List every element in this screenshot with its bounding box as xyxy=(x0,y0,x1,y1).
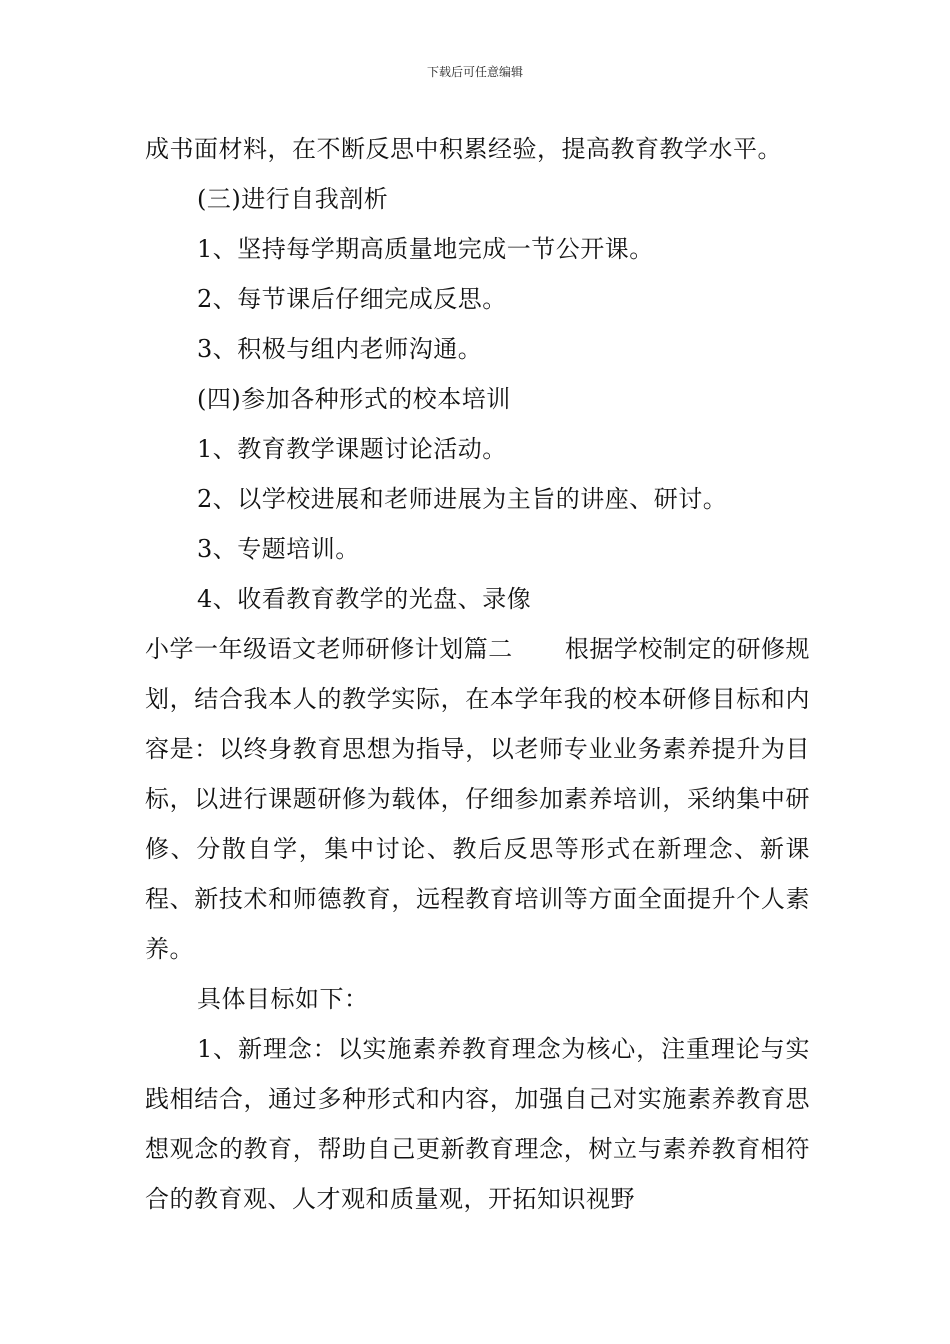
paragraph-continuation: 成书面材料，在不断反思中积累经验，提高教育教学水平。 xyxy=(145,135,782,163)
list-item: 4、收看教育教学的光盘、录像 xyxy=(197,585,532,613)
plan-body: 根据学校制定的研修规划，结合我本人的教学实际，在本学年我的校本研修目标和内容是：以终身教育思想为指导，以老师专业业务素养提升为目标，以进行课题研修为载体，仔细参加素养培训，采纳集中研修、分散自学，集中讨论、教后反思等形式在新理念、新课程、新技术和师德教育，远程教育培训等方面全面提升个人素养。 xyxy=(145,635,811,963)
page-header: 下载后可任意编辑 xyxy=(426,65,523,79)
section-heading-four: (四)参加各种形式的校本培训 xyxy=(197,385,511,413)
goal-new-concept: 1、新理念：以实施素养教育理念为核心，注重理论与实践相结合，通过多种形式和内容，加强自己对实施素养教育思想观念的教育，帮助自己更新教育理念，树立与素养教育相符合的教育观、人才观和质量观，开拓知识视野 xyxy=(145,1035,810,1213)
list-item: 3、积极与组内老师沟通。 xyxy=(197,335,483,363)
list-item: 1、坚持每学期高质量地完成一节公开课。 xyxy=(197,235,654,263)
plan-two-paragraph xyxy=(145,624,810,974)
list-item: 2、以学校进展和老师进展为主旨的讲座、研讨。 xyxy=(197,485,728,513)
list-item: 3、专题培训。 xyxy=(197,535,360,563)
document-body xyxy=(145,124,810,1224)
list-item: 2、每节课后仔细完成反思。 xyxy=(197,285,507,313)
plan-title: 小学一年级语文老师研修计划篇二 xyxy=(145,635,513,663)
section-heading-three: (三)进行自我剖析 xyxy=(197,185,389,213)
list-item: 1、教育教学课题讨论活动。 xyxy=(197,435,507,463)
goals-intro: 具体目标如下： xyxy=(197,985,369,1013)
